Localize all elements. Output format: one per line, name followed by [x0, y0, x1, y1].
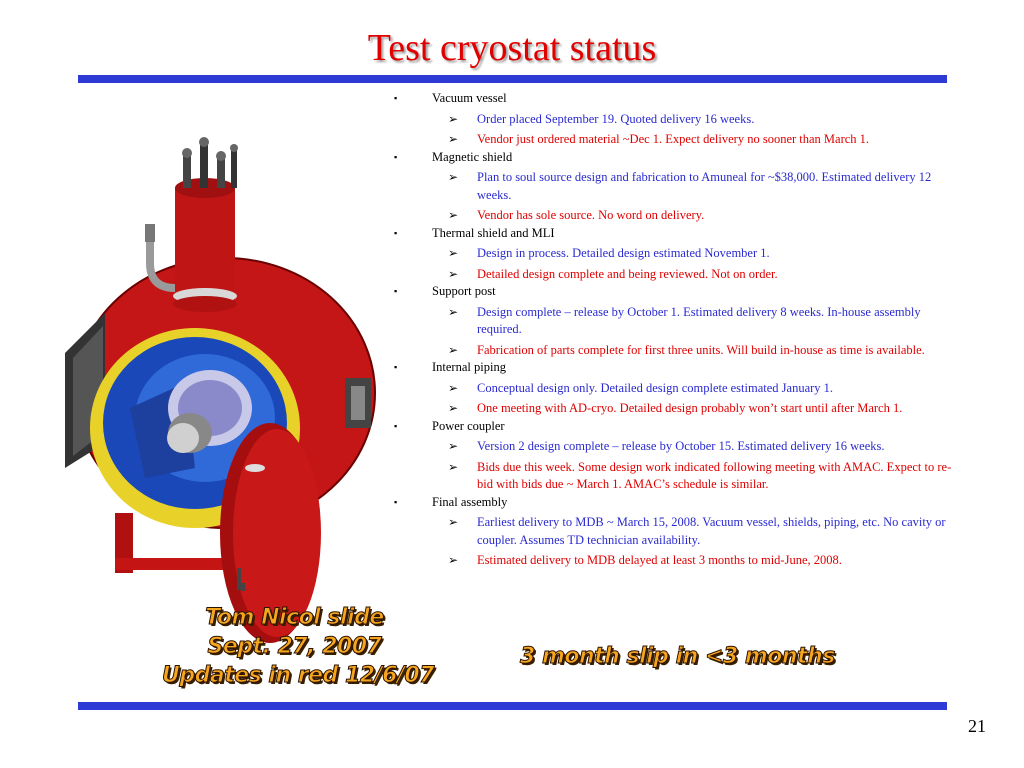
sub-bullet-item: [394, 514, 954, 549]
slip-stamp: 3 month slip in <3 months: [520, 644, 835, 669]
square-bullet-icon: ▪: [394, 496, 398, 507]
sub-bullet-item: [394, 169, 954, 204]
square-bullet-icon: ▪: [394, 286, 398, 296]
arrow-bullet-icon: ➢: [448, 439, 459, 453]
arrow-bullet-icon: ➢: [448, 380, 459, 395]
arrow-bullet-icon: ➢: [448, 208, 459, 222]
arrow-bullet-icon: ➢: [448, 170, 459, 184]
sub-bullet-text: Estimated delivery to MDB delayed at least 3 months to mid-June, 2008.: [477, 553, 842, 567]
sub-bullet-item: [394, 304, 954, 339]
square-bullet-icon: ▪: [394, 93, 398, 103]
sub-bullet-text: Detailed design complete and being reviewed. Not on order.: [477, 266, 778, 281]
top-rule: [78, 75, 947, 83]
sub-bullet-text: Plan to soul source design and fabrication to Amuneal for ~$38,000. Estimated delivery 12 weeks.: [477, 170, 932, 202]
bullet-item: [394, 418, 954, 436]
sub-bullet-text: Design in process. Detailed design estimated November 1.: [477, 246, 770, 260]
sub-bullet-text: Earliest delivery to MDB ~ March 15, 2008. Vacuum vessel, shields, piping, etc. No cavity or coupler. Assumes TD technician availability.: [477, 515, 946, 547]
sub-bullet-text: Bids due this week. Some design work indicated following meeting with AMAC. Expect to re-bid with bids due ~ March 1. AMAC’s schedule is similar.: [477, 459, 952, 491]
author-stamp-line: Sept. 27, 2007: [207, 634, 382, 659]
sub-bullet-item: [394, 266, 954, 284]
arrow-bullet-icon: ➢: [448, 342, 459, 357]
arrow-bullet-icon: ➢: [448, 304, 459, 319]
page-number: 21: [968, 716, 986, 736]
square-bullet-icon: ▪: [394, 420, 398, 431]
bullet-item: [394, 494, 954, 512]
sub-bullet-item: [394, 245, 954, 263]
square-bullet-icon: ▪: [394, 151, 398, 162]
sub-bullet-text: Design complete – release by October 1. Estimated delivery 8 weeks. In-house assembly required.: [477, 304, 921, 336]
sub-bullet-item: [394, 380, 954, 398]
status-list: [394, 90, 954, 570]
bullet-item: [394, 90, 954, 108]
bullet-item: [394, 149, 954, 167]
bottom-rule: [78, 702, 947, 710]
sub-bullet-text: Vendor has sole source. No word on delivery.: [477, 208, 705, 222]
bullet-label: Power coupler: [432, 418, 505, 433]
sub-bullet-item: [394, 552, 954, 570]
sub-bullet-text: Order placed September 19. Quoted delivery 16 weeks.: [477, 111, 755, 126]
sub-bullet-item: [394, 400, 954, 418]
bullet-label: Internal piping: [432, 360, 506, 374]
bullet-label: Vacuum vessel: [432, 91, 507, 105]
sub-bullet-text: Vendor just ordered material ~Dec 1. Expect delivery no sooner than March 1.: [477, 132, 870, 146]
sub-bullet-text: Conceptual design only. Detailed design complete estimated January 1.: [477, 380, 834, 395]
arrow-bullet-icon: ➢: [448, 266, 459, 281]
bullet-label: Magnetic shield: [432, 149, 513, 164]
author-stamp-line: Tom Nicol slide: [205, 605, 384, 630]
sub-bullet-text: Version 2 design complete – release by October 15. Estimated delivery 16 weeks.: [477, 439, 885, 453]
sub-bullet-text: Fabrication of parts complete for first three units. Will build in-house as time is available.: [477, 342, 925, 357]
sub-bullet-text: One meeting with AD-cryo. Detailed design probably won’t start until after March 1.: [477, 401, 903, 415]
arrow-bullet-icon: ➢: [448, 132, 459, 146]
bullet-label: Final assembly: [432, 494, 508, 509]
square-bullet-icon: ▪: [394, 227, 398, 238]
arrow-bullet-icon: ➢: [448, 459, 459, 474]
arrow-bullet-icon: ➢: [448, 111, 459, 126]
author-stamp-line: Updates in red 12/6/07: [162, 663, 435, 688]
arrow-bullet-icon: ➢: [448, 401, 459, 415]
bullet-item: [394, 283, 954, 301]
author-stamp: [162, 603, 435, 690]
sub-bullet-item: [394, 438, 954, 456]
sub-bullet-item: [394, 459, 954, 494]
sub-bullet-item: [394, 207, 954, 225]
sub-bullet-item: [394, 111, 954, 129]
bullet-label: Support post: [432, 284, 496, 298]
arrow-bullet-icon: ➢: [448, 553, 459, 567]
bullet-item: [394, 359, 954, 377]
sub-bullet-item: [394, 131, 954, 149]
square-bullet-icon: ▪: [394, 362, 398, 372]
arrow-bullet-icon: ➢: [448, 515, 459, 529]
slide-title: Test cryostat status: [367, 27, 657, 69]
bullet-label: Thermal shield and MLI: [432, 225, 555, 240]
bullet-item: [394, 225, 954, 243]
sub-bullet-item: [394, 342, 954, 360]
arrow-bullet-icon: ➢: [448, 246, 459, 260]
